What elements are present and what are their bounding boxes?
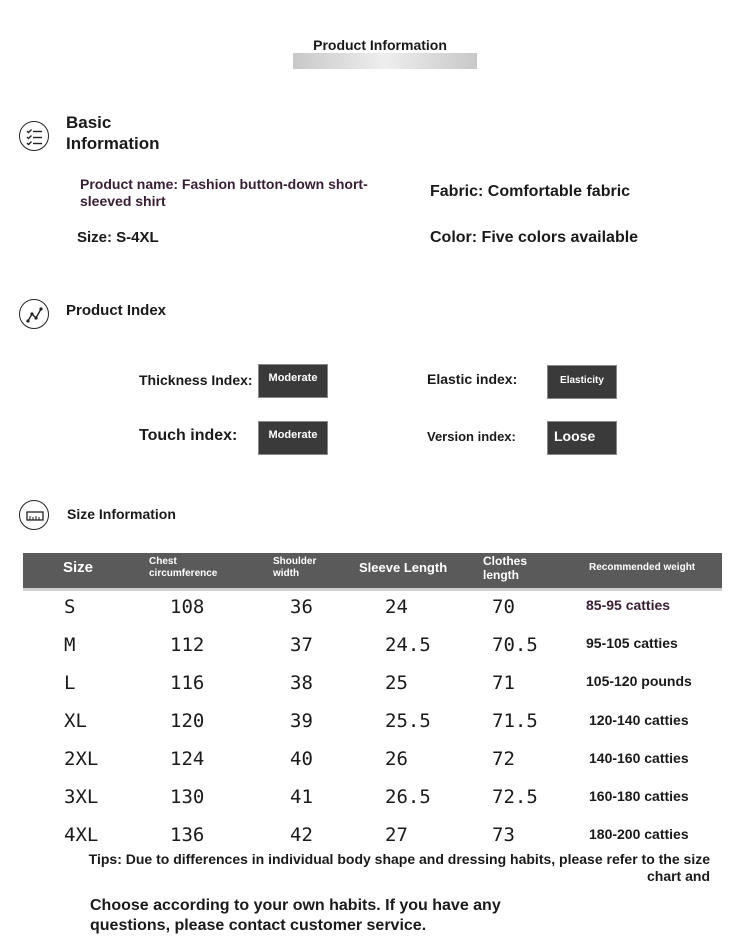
table-cell: 4XL bbox=[64, 824, 99, 846]
header-clothes: Clothes length bbox=[483, 554, 528, 582]
touch-badge: Moderate bbox=[258, 421, 328, 455]
contact-note: Choose according to your own habits. If you have any questions, please contact customer service. bbox=[90, 897, 501, 934]
table-cell: 2XL bbox=[64, 748, 99, 770]
table-cell: M bbox=[64, 634, 76, 656]
table-cell: 160-180 catties bbox=[589, 788, 689, 804]
version-label: Version index: bbox=[427, 429, 516, 444]
table-cell: 120-140 catties bbox=[589, 712, 689, 728]
version-badge: Loose bbox=[547, 421, 617, 455]
table-cell: S bbox=[64, 596, 76, 618]
table-cell: 105-120 pounds bbox=[586, 673, 692, 689]
table-cell: 25.5 bbox=[385, 710, 431, 732]
table-cell: 72 bbox=[492, 748, 515, 770]
elastic-badge: Elasticity bbox=[547, 365, 617, 399]
table-cell: 71.5 bbox=[492, 710, 538, 732]
thickness-badge: Moderate bbox=[258, 364, 328, 398]
table-cell: XL bbox=[64, 710, 87, 732]
table-cell: 37 bbox=[290, 634, 313, 656]
elastic-label: Elastic index: bbox=[427, 371, 518, 387]
table-cell: 73 bbox=[492, 824, 515, 846]
table-cell: 112 bbox=[170, 634, 205, 656]
table-cell: 180-200 catties bbox=[589, 826, 689, 842]
table-cell: 38 bbox=[290, 672, 313, 694]
fabric-info: Fabric: Comfortable fabric bbox=[430, 183, 631, 200]
size-table-header bbox=[23, 553, 722, 591]
table-cell: 95-105 catties bbox=[586, 635, 678, 651]
table-cell: 25 bbox=[385, 672, 408, 694]
table-cell: 42 bbox=[290, 824, 313, 846]
title-underline-bar bbox=[293, 53, 477, 69]
table-cell: 26 bbox=[385, 748, 408, 770]
size-range-info: Size: S-4XL bbox=[77, 229, 159, 246]
table-cell: 124 bbox=[170, 748, 205, 770]
thickness-label: Thickness Index: bbox=[139, 372, 253, 388]
trend-icon bbox=[19, 299, 49, 329]
table-cell: 24.5 bbox=[385, 634, 431, 656]
header-sleeve: Sleeve Length bbox=[359, 560, 448, 575]
ruler-icon bbox=[19, 500, 49, 530]
table-cell: 27 bbox=[385, 824, 408, 846]
product-name: Product name: Fashion button-down short-sleeved shirt bbox=[80, 176, 368, 209]
table-cell: 39 bbox=[290, 710, 313, 732]
table-cell: 116 bbox=[170, 672, 205, 694]
table-cell: 41 bbox=[290, 786, 313, 808]
table-cell: 40 bbox=[290, 748, 313, 770]
table-cell: 71 bbox=[492, 672, 515, 694]
table-cell: 130 bbox=[170, 786, 205, 808]
size-info-heading: Size Information bbox=[67, 506, 176, 522]
page-title: Product Information bbox=[313, 37, 447, 53]
product-index-heading: Product Index bbox=[66, 302, 167, 319]
table-cell: 26.5 bbox=[385, 786, 431, 808]
touch-label: Touch index: bbox=[139, 427, 238, 444]
table-cell: L bbox=[64, 672, 76, 694]
table-cell: 120 bbox=[170, 710, 205, 732]
table-cell: 70.5 bbox=[492, 634, 538, 656]
table-cell: 140-160 catties bbox=[589, 750, 689, 766]
table-cell: 36 bbox=[290, 596, 313, 618]
checklist-icon bbox=[19, 121, 49, 151]
tips-text: Tips: Due to differences in individual body shape and dressing habits, please refer to the size chart and bbox=[88, 851, 710, 884]
header-size: Size bbox=[63, 559, 94, 576]
table-cell: 3XL bbox=[64, 786, 99, 808]
table-cell: 136 bbox=[170, 824, 205, 846]
table-cell: 108 bbox=[170, 596, 205, 618]
header-shoulder: Shoulder width bbox=[273, 556, 317, 579]
basic-info-heading: Basic Information bbox=[66, 113, 160, 153]
table-cell: 70 bbox=[492, 596, 515, 618]
table-cell: 24 bbox=[385, 596, 408, 618]
header-weight: Recommended weight bbox=[589, 562, 696, 573]
table-cell: 72.5 bbox=[492, 786, 538, 808]
table-cell: 85-95 catties bbox=[586, 597, 671, 613]
color-info: Color: Five colors available bbox=[430, 229, 639, 246]
header-chest: Chest circumference bbox=[149, 556, 218, 579]
